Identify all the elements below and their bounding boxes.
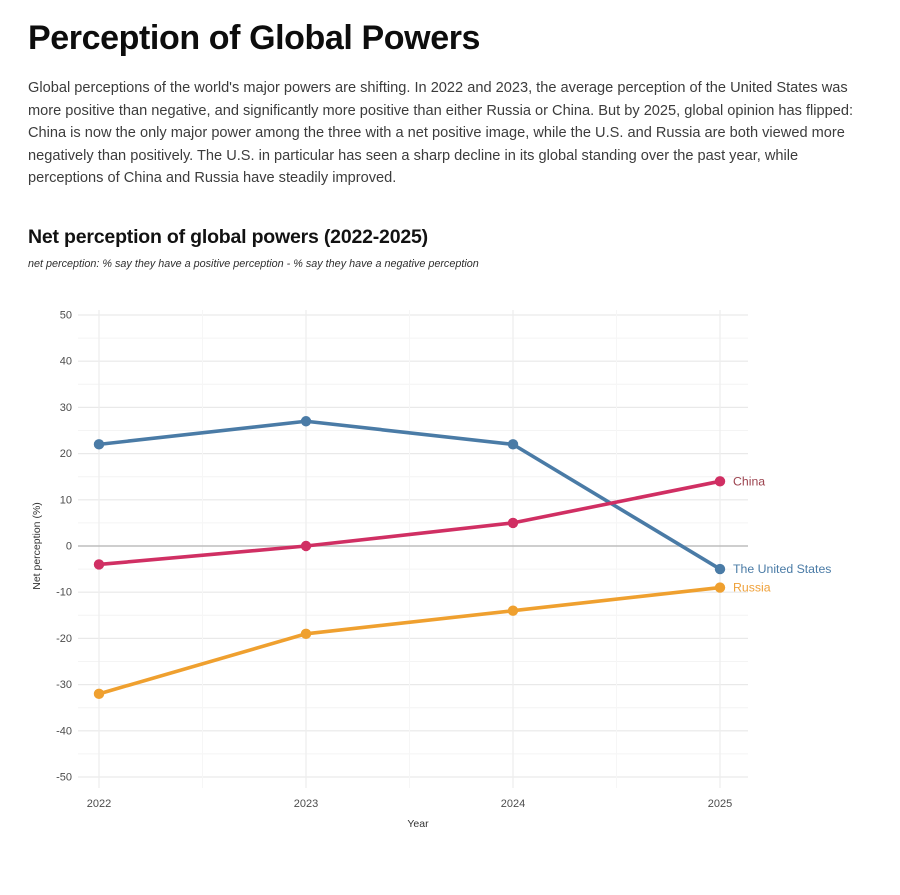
data-point-the-united-states (715, 564, 725, 574)
data-point-russia (94, 689, 104, 699)
data-point-the-united-states (508, 439, 518, 449)
y-axis-title: Net perception (%) (31, 502, 43, 590)
intro-paragraph: Global perceptions of the world's major powers are shifting. In 2022 and 2023, the average perception of the United States was more positive than negative, and significantly more positive than either Russia or China. But by 2025, global opinion has flipped: China is now the only major power among the three with a net positive image, while the U.S. and Russia are both viewed more negatively than positively. The U.S. in particular has seen a sharp decline in its global standing over the past year, while perceptions of China and Russia have steadily improved. (28, 80, 854, 187)
y-tick-label: -40 (56, 725, 72, 738)
data-point-china (301, 541, 311, 551)
x-tick-label: 2025 (707, 797, 733, 810)
y-tick-label: 20 (59, 448, 72, 461)
chart-title: Net perception of global powers (2022-2025) (28, 225, 428, 248)
series-label-russia: Russia (733, 580, 771, 595)
data-point-china (94, 559, 104, 569)
data-point-china (715, 476, 725, 486)
chart-subtitle: net perception: % say they have a positive perception - % say they have a negative perception (28, 257, 479, 270)
y-tick-label: 10 (59, 494, 72, 507)
data-point-russia (301, 629, 311, 639)
net-perception-chart (28, 296, 873, 848)
y-tick-label: 40 (59, 355, 72, 368)
data-point-russia (508, 605, 518, 615)
x-tick-label: 2022 (86, 797, 112, 810)
data-point-the-united-states (301, 416, 311, 426)
x-axis-title: Year (407, 817, 429, 830)
y-tick-label: -10 (56, 586, 72, 599)
data-point-the-united-states (94, 439, 104, 449)
x-tick-label: 2024 (500, 797, 526, 810)
x-tick-label: 2023 (293, 797, 319, 810)
page-title: Perception of Global Powers (28, 19, 481, 57)
y-tick-label: 0 (65, 540, 72, 553)
y-tick-label: 30 (59, 401, 72, 414)
y-tick-label: -20 (56, 632, 72, 645)
series-label-china: China (733, 474, 766, 489)
series-label-the-united-states: The United States (733, 562, 832, 577)
y-tick-label: -50 (56, 771, 72, 784)
line-chart-canvas (28, 296, 873, 848)
chart-section (28, 226, 873, 848)
data-point-china (508, 518, 518, 528)
y-tick-label: -30 (56, 679, 72, 692)
y-tick-label: 50 (59, 309, 72, 322)
data-point-russia (715, 582, 725, 592)
